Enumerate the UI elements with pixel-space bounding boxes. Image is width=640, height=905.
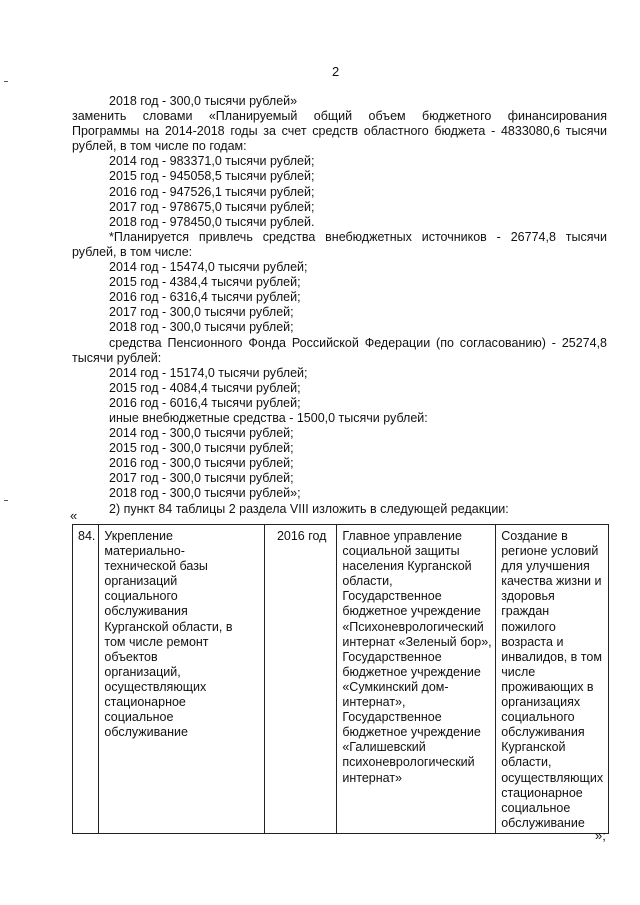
cell-line: осуществляющих xyxy=(104,679,207,694)
cell-line: «Психоневрологический xyxy=(342,619,484,634)
activity-name-cell xyxy=(99,525,265,834)
cell-line: технической базы xyxy=(104,559,208,574)
cell-line: бюджетное учреждение xyxy=(342,725,481,740)
cell-line: области, xyxy=(501,755,552,770)
cell-line: регионе условий xyxy=(501,544,599,559)
cell-line: возраста и xyxy=(501,634,564,649)
cell-line: Курганской области, в xyxy=(104,619,233,634)
text-line: 2017 год - 978675,0 тысячи рублей; xyxy=(109,199,315,214)
cell-line: для улучшения xyxy=(501,559,590,574)
text-line: рублей, в том числе по годам: xyxy=(72,139,247,154)
text-line: 2014 год - 15174,0 тысячи рублей; xyxy=(109,365,308,380)
cell-line: числе xyxy=(501,664,536,679)
program-table xyxy=(72,524,609,834)
text-line: заменить словами «Планируемый общий объем бюджетного финансирования xyxy=(72,109,607,124)
closing-quote: »; xyxy=(595,828,606,843)
cell-line: социальное xyxy=(501,800,571,815)
text-line: рублей, в том числе: xyxy=(72,244,193,259)
margin-mark xyxy=(4,81,8,82)
cell-line: обслуживание xyxy=(104,725,188,740)
cell-line: организациях xyxy=(501,695,581,710)
text-line: 2014 год - 983371,0 тысячи рублей; xyxy=(109,154,315,169)
text-line: 2017 год - 300,0 тысячи рублей; xyxy=(109,305,294,320)
body-text xyxy=(72,94,607,517)
cell-line: том числе ремонт xyxy=(104,634,209,649)
cell-line: объектов xyxy=(104,649,158,664)
cell-line: граждан xyxy=(501,604,550,619)
cell-line: проживающих в xyxy=(501,679,594,694)
text-line: 2016 год - 947526,1 тысячи рублей; xyxy=(109,184,315,199)
cell-line: социального xyxy=(501,710,575,725)
page-number: 2 xyxy=(332,64,340,79)
cell-line: здоровья xyxy=(501,589,555,604)
cell-line: Государственное xyxy=(342,649,442,664)
cell-line: организаций xyxy=(104,574,178,589)
cell-line: Укрепление xyxy=(104,529,173,543)
text-line: 2014 год - 15474,0 тысячи рублей; xyxy=(109,260,308,275)
cell-line: обслуживания xyxy=(501,725,585,740)
cell-line: Государственное xyxy=(342,589,442,604)
text-line: 2015 год - 4084,4 тысячи рублей; xyxy=(109,380,301,395)
cell-line: населения Курганской xyxy=(342,559,472,574)
cell-line: бюджетное учреждение xyxy=(342,664,481,679)
result-cell xyxy=(496,525,609,834)
text-line: Программы на 2014-2018 годы за счет средств областного бюджета - 4833080,6 тысячи xyxy=(72,124,607,139)
row-number: 84. xyxy=(73,525,99,834)
cell-line: интернат» xyxy=(342,770,402,785)
text-line: 2015 год - 300,0 тысячи рублей; xyxy=(109,441,294,456)
text-line: 2016 год - 300,0 тысячи рублей; xyxy=(109,456,294,471)
text-line: 2018 год - 300,0 тысячи рублей»; xyxy=(109,486,301,501)
table-row xyxy=(73,525,609,834)
cell-line: «Галишевский xyxy=(342,740,426,755)
cell-line: организаций, xyxy=(104,664,181,679)
text-line: 2015 год - 945058,5 тысячи рублей; xyxy=(109,169,315,184)
cell-line: стационарное xyxy=(104,695,186,710)
cell-line: качества жизни и xyxy=(501,574,602,589)
executor-cell xyxy=(337,525,496,834)
cell-line: Курганской xyxy=(501,740,566,755)
cell-line: инвалидов, в том xyxy=(501,649,602,664)
text-line: 2018 год - 300,0 тысячи рублей» xyxy=(109,94,298,108)
text-line: тысячи рублей: xyxy=(72,350,162,365)
text-line: 2016 год - 6316,4 тысячи рублей; xyxy=(109,290,301,305)
year-cell: 2016 год xyxy=(265,525,337,834)
text-line: 2015 год - 4384,4 тысячи рублей; xyxy=(109,275,301,290)
opening-quote: « xyxy=(70,508,78,523)
cell-line: интернат», xyxy=(342,695,406,710)
cell-line: психоневрологический xyxy=(342,755,475,770)
text-line: 2018 год - 978450,0 тысячи рублей. xyxy=(109,214,315,229)
margin-mark xyxy=(4,500,8,501)
cell-line: социальное xyxy=(104,710,174,725)
cell-line: Государственное xyxy=(342,710,442,725)
text-line: средства Пенсионного Фонда Российской Федерации (по согласованию) - 25274,8 xyxy=(109,335,607,350)
cell-line: области, xyxy=(342,574,393,589)
text-line: иные внебюджетные средства - 1500,0 тысячи рублей: xyxy=(109,410,428,425)
cell-line: обслуживание xyxy=(501,815,585,830)
text-line: *Планируется привлечь средства внебюджетных источников - 26774,8 тысячи xyxy=(109,229,607,244)
cell-line: Главное управление xyxy=(342,529,462,543)
text-line: 2) пункт 84 таблицы 2 раздела VIII изложить в следующей редакции: xyxy=(109,501,509,516)
cell-line: обслуживания xyxy=(104,604,188,619)
cell-line: стационарное xyxy=(501,785,583,800)
cell-line: интернат «Зеленый бор», xyxy=(342,634,492,649)
cell-line: «Сумкинский дом- xyxy=(342,679,449,694)
cell-line: материально- xyxy=(104,544,185,559)
cell-line: социальной защиты xyxy=(342,544,460,559)
text-line: 2014 год - 300,0 тысячи рублей; xyxy=(109,426,294,441)
text-line: 2018 год - 300,0 тысячи рублей; xyxy=(109,320,294,335)
cell-line: социального xyxy=(104,589,178,604)
cell-line: осуществляющих xyxy=(501,770,604,785)
cell-line: Создание в xyxy=(501,529,568,543)
text-line: 2016 год - 6016,4 тысячи рублей; xyxy=(109,395,301,410)
cell-line: пожилого xyxy=(501,619,556,634)
cell-line: бюджетное учреждение xyxy=(342,604,481,619)
text-line: 2017 год - 300,0 тысячи рублей; xyxy=(109,471,294,486)
